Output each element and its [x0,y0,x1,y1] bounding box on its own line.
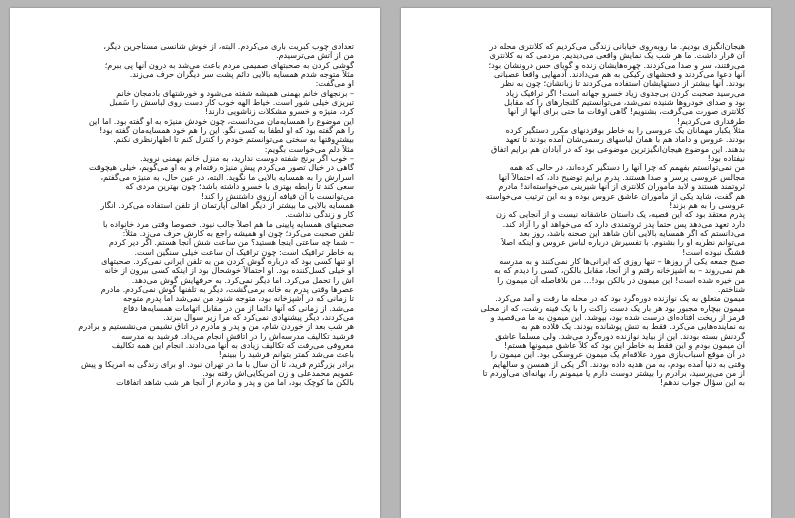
text-line: طرفداری می‌کردیم! [677,116,745,126]
page-text-right [427,42,745,388]
text-line: می‌توانست با آن قیافه آرزوی داشتنش را کند! [200,191,354,201]
text-line: تبریزی خیلی شور است. خیاط الهه خوب کار دست روی لباسش را سَمبل [109,98,354,108]
text-line: کار و زندگی نداشت. [285,210,354,220]
text-line: در آن موقع اسباب‌بازی مورد علاقه‌ام یک میمون عروسکی بود. این میمون را [490,350,745,360]
text-line: باعث می‌شد کمتر بتوانم فرشید را ببینم! [218,350,354,360]
text-line: مثلاً دلم می‌خواست بگویم: [264,144,354,154]
text-line: همسایه بالایی ما بیشتر از دیگر اهالی آپارتمان از تلفن استفاده می‌کرد. انگار [100,200,354,210]
page-text-left [36,42,354,388]
text-line: گاهی در خیال تصور می‌کردم پیش منیژه رفته‌ام و به او می‌گویم، خیلی هیچوقت [88,163,354,173]
text-line: ثروتمند هستند و لابد مأموران کلانتری از آنها شیرینی می‌خواسته‌اند! مادرم [498,182,745,192]
text-line: تعدادی چوب کبریت باری می‌کردم. البته، از خوش شانسی مستأجرین دیگر، [103,42,354,51]
text-line: من خیره شده است! این میمون در بالکن بود!... من بلافاصله آن میمون را [497,275,745,285]
text-line: بود و صدای خودروها شنیده نمی‌شد، می‌توانستیم کلنجارهای را که مقابل [504,98,745,108]
text-line: مثلاً یکبار مهمانان یک عروسی را به خاطر بوقزدنهای مکرر دستگیر کرده [505,126,745,136]
text-line: بودند. عروس و داماد هم با همان لباسهای رسمی‌شان آمده بودند تا تعهد [505,135,745,145]
text-line: می‌توانم نظریه او را بشنوم. با تفسیرش درباره لباس عروس و اینکه اصلاً [501,238,745,248]
text-line: را هم گفته بود که او لطفا به کسی نگو. این را هم خود همسایه‌مان گفته بود! [99,126,354,136]
text-line: اش را تحمل می‌کرد. اما دیگر نمی‌کرد. به حرفهایش گوش می‌دهد. [131,275,354,285]
text-line: پدرم معتقد بود که این قصیه، یک داستان عاشقانه نیست و از آنجایی که زن [495,210,745,220]
text-line: کرد، منیژه و خسرو مشکلات زناشویی دارند! [205,107,354,117]
text-line: – شما چه ساعتی اینجا هستید؟ من ساعت شش آنجا هستم. اگر دیر کردم [108,238,354,248]
text-line: عصرها وقتی پدرم به خانه برمی‌گشت، دیگر به تلفنها گوش نمی‌کردم. مادرم [100,284,354,294]
text-line: می‌کردند، دیگر پیشنهادی نمی‌کرد که مرا زیر سوال ببرند. [163,312,354,322]
text-line: می‌شد. از زمانی که آنها دائما از من در مقابل اتهامات همسایه‌ها دفاع [123,303,354,313]
text-line: هیجان‌انگیزی بودیم. ما روبه‌روی خیابانی زندگی می‌کردیم که کلانتری محله در [489,42,745,51]
text-line: عمویم محمدعلی و زن امریکایی‌اش رفته بود. [202,369,354,379]
document-page-right [401,8,771,518]
text-line: آن میمون بودم و این فقط به خاطر این بود که کلاً عاشق میمونها هستم! [503,341,745,350]
text-line: میمون بیچاره مجبور بود هر بار یک دست زاکت را با یک فینه رشت، که از محلی [480,303,745,313]
text-line: معروفی می‌رفت که تکالیف زیادی به آنها می‌دادند. انجام این همه تکالیف [111,341,354,350]
text-line: کلانتری صورت می‌گرفت، بشنویم! گاهی اوقات ما حتی برای آنها از آنها [507,107,745,117]
text-line: دارد تعهد می‌دهد پس حتماً پدر ثروتمندی دارد که می‌خواهد او را آزاد کند. [502,219,745,229]
text-line: فرشید تکالیف مدرسه‌اش را در اتاقش انجام می‌داد. فرشید به مدرسه [121,331,354,341]
text-line: اسرارش را به همسایه بالایی ما نگوید. البته، در عین حال، به منیژه می‌گفتم، [100,172,354,182]
text-line: میمون متعلق به یک نوازنده دوره‌گرد بود که در محله ما رفت و آمد می‌کرد. [495,294,745,304]
text-line: می‌رفتند، سر و صدا می‌کردند. چهره‌هایشان زنده و گویای حس درونشان بود؛ [488,60,745,70]
text-line: برادر بزرگترم فرید، تا آن سال با ما در تهران نبود. او برای زندگی به امریکا و پیش [80,359,354,369]
text-line: او خیلی کسل‌کننده بود. او احتمالاً خوشحال بود از اینکه کسی بیرون از خانه [104,266,354,276]
text-line: این موضوع را همسایه‌مان می‌دانست، چون خودش منیژه به او گفته بود. اما این [88,116,354,126]
text-line: او می‌گفت: [315,79,354,89]
text-line: می‌دانستم که اگر همسایه بالایی آنان شاهد این صحنه باشد، روز بعد [519,228,745,238]
text-line: از من می‌پرسید، برادرم را بیشتر دوست دارم یا میمونم را، بهانه‌ای می‌آوردم تا [482,369,745,379]
document-page-left [10,8,380,518]
text-line: آن قرار داشت. ما هر شب یک نمایش واقعی می‌دیدیم. مردمی که به کلانتری [489,51,745,61]
text-line: سعی کند تا رابطه بهتری با خسرو داشته باشد؛ چون بهترین مردی که [125,182,354,192]
text-line: به نماینده‌هایی می‌کرد. فقط به تنش پوشانده بودند. یک قلاده هم به [521,322,745,332]
text-line: هم گفت، شاید یکی از مأموران عاشق عروس بوده و به این ترتیب می‌خواسته [485,191,745,201]
text-line: گردنش بسته بودند. این از بیاید نوازنده دوره‌گرد می‌شد. ولی مسلماً عاشق [495,331,745,341]
text-line: وقتی به دنیا آمده بودم، به من هدیه داده بودند. اگر یکی از همسن و سالهایم [492,359,745,369]
text-line: قشنگ نبوده است! [682,247,745,257]
text-line: او تنها کسی بود که درباره گوش کردن من به تلفن ایرانی نمی‌کرد. صحبتهای [101,256,354,266]
text-line: بیشترِوقتها به سختی می‌توانستم خودم را کنترل کنم تا اظهارنظری نکنم. [113,135,354,145]
text-line: می‌رسید صحبت کردن بی‌جدوی زیاد خسرو جهانه است! اگر ترافیک زیاد [505,88,745,98]
text-line: مثلاً متوجه شدم همسایه بالایی دائم پشت سر دیگران حرف می‌زند. [129,70,354,80]
text-line: من نمی‌توانستم بفهمم که چرا آنها را دستگیر کرده‌اند، در حالی که همه [509,163,745,173]
text-line: بدهند. این موضوع هیجان‌انگیزترین موضوعی بود که در آبادان هم برایم اتفاق [490,144,745,154]
text-line: مجالس عروسی پرسر و صدا هستند. پدرم برایم توضیح داد، که احتمالاً آنها [498,172,745,182]
text-line: عروسی را به هم بزند! [669,200,745,210]
text-line: نیفتاده بود! [707,154,745,164]
text-line: صبح جمعه یکی از روزها – تنها روزی که ایرانی‌ها کار نمی‌کنند و به مدرسه [499,256,745,266]
text-line: من از آتش می‌ترسیدم. [275,51,354,61]
text-line: بالکن ما کوچک بود، اما من و پدر و مادرم از آنجا هر شب شاهد اتفاقات [116,378,354,388]
text-line: هم نمی‌روند – به آشپزخانه رفتم و از آنجا، مقابل بالکن، کسی را دیدم که به [494,266,745,276]
text-line: به این سؤال جواب ندهم! [659,378,745,388]
text-line: – برنجهای خانم بهمنی همیشه شفته می‌شود و خورشتهای بادمجان خانم [116,88,354,98]
text-line: شناختم. [717,284,745,294]
text-line: آنها دعوا می‌کردند و فحشهای رکیکی به هم می‌دادند. آدمهایی واقعاً عصبانی [494,70,745,80]
text-line: تلفن صحبت می‌کرد؛ چون او همیشه راجع به کارش حرف می‌زد. مثلاً: [122,228,354,238]
text-line: قرمز از ریخت افتاده‌ای درست شده بود، بپوشد. این میمون به ما می‌قصید و [490,312,745,322]
text-line: گوشی کردن به صحبتهای صمیمی مردم باعث می‌شد به درون آنها پی ببرم؛ [104,60,354,70]
text-line: هر شب بعد از خوردن شام، من و پدر و مادرم در اتاق نشیمن می‌نشستیم و برادرم [78,322,354,332]
text-line: – خوب اگر برنج شفته دوست ندارید، به منزل خانم بهمنی نروید. [140,154,354,164]
text-line: به خاطر ترافیک است: چون ترافیک آن ساعت خیلی سنگین است. [134,247,354,257]
text-line: صحبتهای همسایه پایینی ما هم اصلاً جالب نبود. خصوصاً وقتی مرد خانواده با [102,219,354,229]
text-line: تا زمانی که در آشپزخانه بود، متوجه شنود من نمی‌شد اما پدرم متوجه [123,294,354,304]
text-line: بودند. آنها بیشتر از دستهایشان استفاده می‌کردند تا زبانشان؛ چون به نظر [500,79,745,89]
